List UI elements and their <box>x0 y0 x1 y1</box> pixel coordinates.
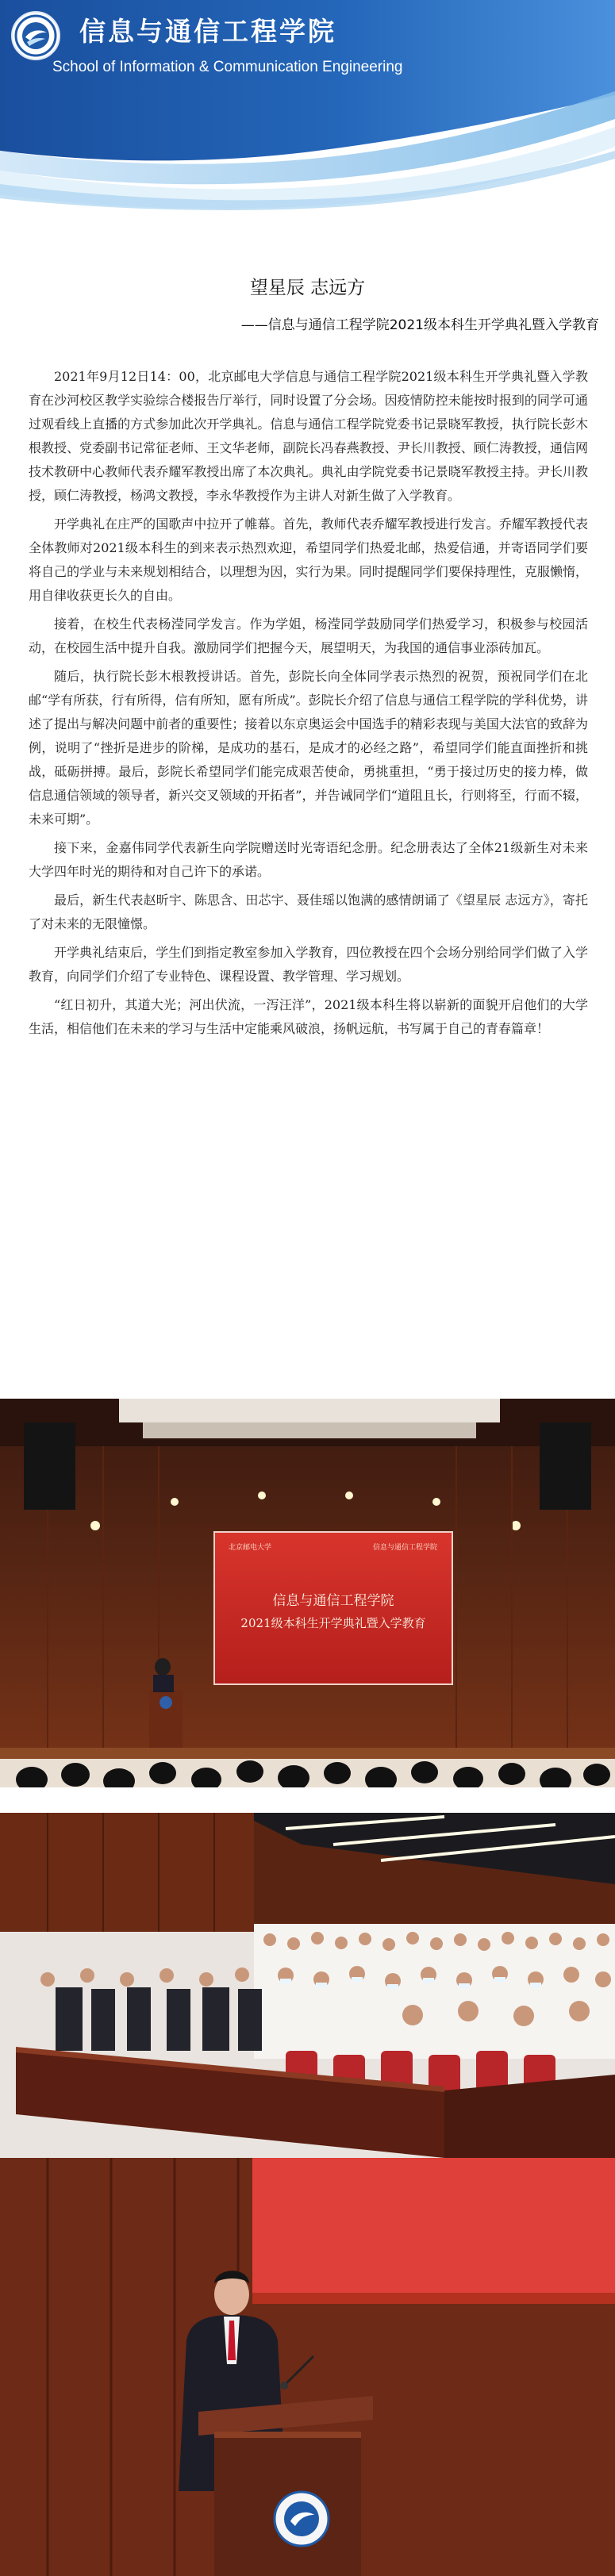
photo-speaker-lectern <box>0 2158 615 2576</box>
paragraph: 随后，执行院长彭木根教授讲话。首先，彭院长向全体同学表示热烈的祝贺，预祝同学们在北邮“学有所获，行有所得，信有所知，愿有所成”。彭院长介绍了信息与通信工程学院的学科优势，讲述了提出与解决问题中前者的重要性；接着以东京奥运会中国选手的精彩表现与美国大法官的致辞为例，说明了“挫折是进步的阶梯，是成功的基石，是成才的必经之路”，希望同学们能直面挫折和挑战，砥砺拼搏。最后，彭院长希望同学们能完成艰苦使命，勇挑重担，“勇于接过历史的接力棒，做信息通信领域的领导者，新兴交叉领域的开拓者”，并告诫同学们“道阻且长，行则将至，行而不辍，未来可期”。 <box>29 669 588 827</box>
paragraph: “红日初升，其道大光；河出伏流，一泻汪洋”，2021级本科生将以崭新的面貌开启他们的大学生活，相信他们在未来的学习与生活中定能乘风破浪，扬帆远航，书写属于自己的青春篇章！ <box>29 997 588 1036</box>
screen-title-line1: 信息与通信工程学院 <box>272 1593 394 1609</box>
article-title: 望星辰 志远方 <box>249 278 366 298</box>
screen-logo-right: 信息与通信工程学院 <box>373 1544 438 1552</box>
paragraph: 2021年9月12日14：00，北京邮电大学信息与通信工程学院2021级本科生开学典礼暨入学教育在沙河校区教学实验综合楼报告厅举行，同时设置了分会场。因疫情防控未能按时报到的同学可通过观看线上直播的方式参加此次开学典礼。信息与通信工程学院党委书记景晓军教授，执行院长彭木根教授、党委副书记常征老师、王文华老师，副院长冯春燕教授、尹长川教授、顾仁涛教授，通信网技术教研中心教师代表乔耀军教授出席了本次典礼。典礼由学院党委书记景晓军教授主持。尹长川教授，顾仁涛教授，杨鸿文教授，李永华教授作为主讲人对新生做了入学教育。 <box>29 369 588 503</box>
header-banner <box>0 0 615 222</box>
screen-title-line2: 2021级本科生开学典礼暨入学教育 <box>240 1616 426 1630</box>
photo-standing-audience <box>0 1813 615 2158</box>
article-subtitle: ——信息与通信工程学院2021级本科生开学典礼暨入学教育 <box>240 317 599 333</box>
article-body <box>29 365 588 1046</box>
paragraph: 开学典礼结束后，学生们到指定教室参加入学教育，四位教授在四个会场分别给同学们做了入学教育，向同学们介绍了专业特色、课程设置、教学管理、学习规划。 <box>29 945 588 984</box>
school-name-en: School of Information & Communication Engineering <box>52 59 403 75</box>
paragraph: 最后，新生代表赵昕宇、陈思含、田芯宇、聂佳瑶以饱满的感情朗诵了《望星辰 志远方》，寄托了对未来的无限憧憬。 <box>29 893 588 931</box>
paragraph: 接下来，金嘉伟同学代表新生向学院赠送时光寄语纪念册。纪念册表达了全体21级新生对未来大学四年时光的期待和对自己许下的承诺。 <box>29 840 588 879</box>
screen-logo-left: 北京邮电大学 <box>229 1544 272 1552</box>
paragraph: 开学典礼在庄严的国歌声中拉开了帷幕。首先，教师代表乔耀军教授进行发言。乔耀军教授代表全体教师对2021级本科生的到来表示热烈欢迎，希望同学们热爱北邮，热爱信通，并寄语同学们要将自己的学业与未来规划相结合，以理想为因，实行为果。同时提醒同学们要保持理性，克服懒惰，用自律收获更长久的自由。 <box>29 516 588 603</box>
school-name-cn: 信息与通信工程学院 <box>79 16 336 47</box>
photo-auditorium-stage <box>0 1399 615 1787</box>
bupt-emblem-icon <box>11 11 60 60</box>
paragraph: 接着，在校生代表杨滢同学发言。作为学姐，杨滢同学鼓励同学们热爱学习，积极参与校园活动，在校园生活中提升自我。激励同学们把握今天，展望明天，为我国的通信事业添砖加瓦。 <box>29 616 588 655</box>
